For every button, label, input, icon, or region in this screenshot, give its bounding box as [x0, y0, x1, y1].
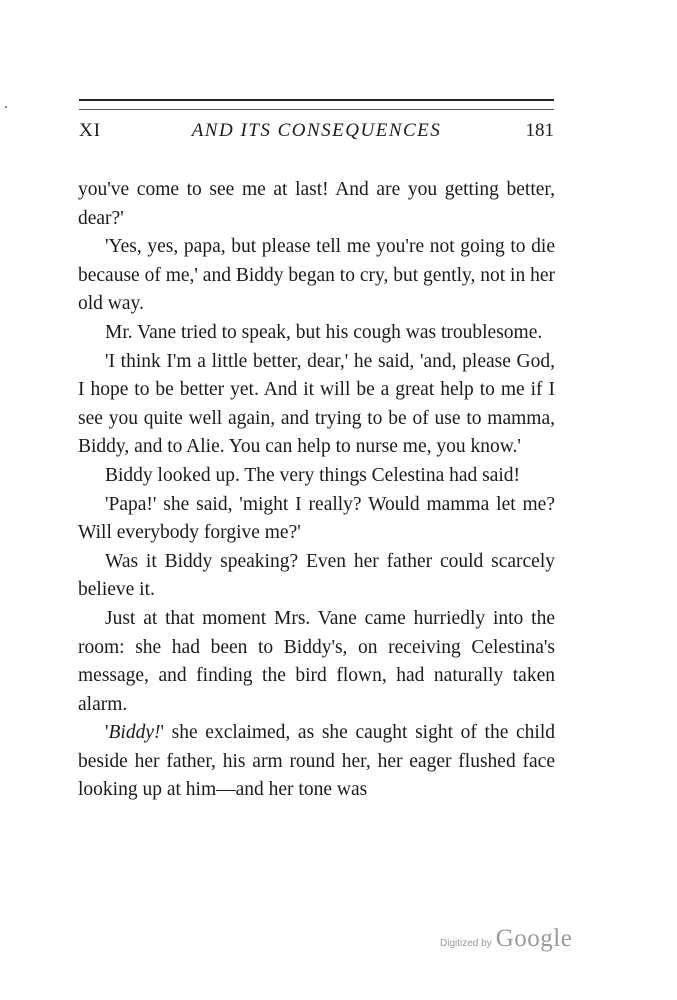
paragraph: 'I think I'm a little better, dear,' he said, 'and, please God, I hope to be better yet. And it will be a great help to me if I see you quite well again, and trying to be of use to mamma, Biddy, and to Alie. You can help to nurse me, you know.' — [78, 350, 555, 458]
scan-speck — [5, 106, 7, 108]
running-title: AND ITS CONSEQUENCES — [191, 120, 442, 141]
emphasized-name: Biddy! — [108, 722, 161, 744]
running-header — [79, 120, 554, 146]
watermark-prefix: Digitized by — [440, 938, 492, 949]
page-body — [78, 176, 555, 805]
close-quote: ' — [160, 722, 165, 744]
paragraph: you've come to see me at last! And are you getting better, dear?' — [78, 179, 555, 229]
chapter-number: XI — [79, 120, 102, 141]
paragraph: Was it Biddy speaking? Even her father could scarcely believe it. — [78, 550, 555, 601]
google-logo: Google — [495, 925, 573, 952]
paragraph-last — [78, 719, 555, 805]
paragraph: Mr. Vane tried to speak, but his cough was troublesome. — [105, 321, 543, 343]
paragraph: Biddy looked up. The very things Celestina had said! — [105, 464, 521, 486]
paragraph: 'Papa!' she said, 'might I really? Would mamma let me? Will everybody forgive me?' — [78, 493, 555, 544]
paragraph: Just at that moment Mrs. Vane came hurriedly into the room: she had been to Biddy's, on receiving Celestina's message, and finding the bird flown, had naturally taken alarm. — [78, 607, 555, 715]
header-rule — [79, 99, 554, 101]
digitized-watermark — [440, 925, 572, 953]
open-quote: ' — [105, 722, 109, 744]
paragraph: 'Yes, yes, papa, but please tell me you're not going to die because of me,' and Biddy began to cry, but gently, not in her old way. — [78, 236, 555, 315]
header-subrule — [79, 109, 554, 110]
page-number: 181 — [525, 120, 554, 141]
paragraph-rest: she exclaimed, as she caught sight of the child beside her father, his arm round her, her eager flushed face looking up at him—and her tone was — [78, 722, 555, 801]
